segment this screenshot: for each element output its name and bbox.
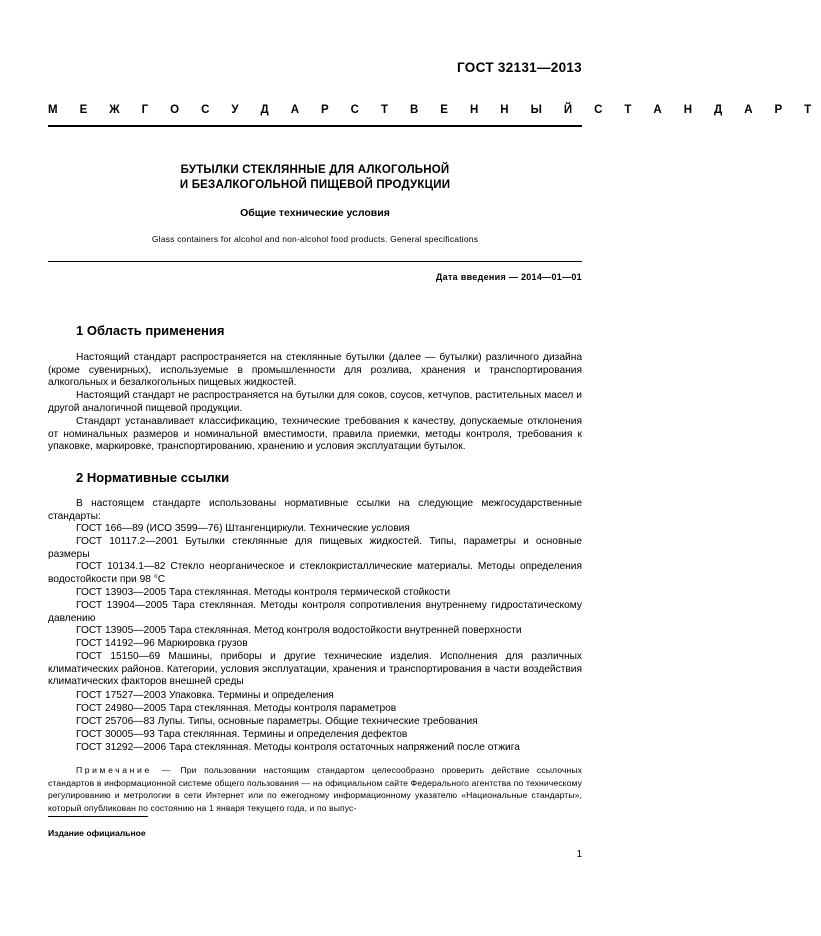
reference-item: ГОСТ 166—89 (ИСО 3599—76) Штангенциркули. Технические условия xyxy=(76,523,410,534)
reference-item: ГОСТ 30005—93 Тара стеклянная. Термины и определения дефектов xyxy=(76,729,408,740)
section-1-paragraph-2: Настоящий стандарт не распространяется на бутылки для соков, соусов, кетчупов, растительных масел и другой аналогичной пищевой продукции. xyxy=(48,390,582,414)
reference-item: ГОСТ 10117.2—2001 Бутылки стеклянные для пищевых жидкостей. Типы, параметры и основные размеры xyxy=(48,536,582,560)
interstate-standard-banner: М Е Ж Г О С У Д А Р С Т В Е Н Н Ы Й С Т А Н Д А Р Т xyxy=(48,104,821,116)
title-divider xyxy=(48,261,582,262)
reference-item: ГОСТ 14192—96 Маркировка грузов xyxy=(76,638,248,649)
footer-divider xyxy=(48,816,148,817)
document-title xyxy=(48,163,582,193)
english-title: Glass containers for alcohol and non-alcohol food products. General specifications xyxy=(151,234,479,244)
note-label: Примечание — xyxy=(76,765,173,775)
reference-item: ГОСТ 10134.1—82 Стекло неорганическое и стеклокристаллические материалы. Методы определения водостойкости при 98 °С xyxy=(48,561,582,585)
reference-item: ГОСТ 24980—2005 Тара стеклянная. Методы контроля параметров xyxy=(76,703,397,714)
section-1-heading: 1 Область применения xyxy=(76,323,225,338)
reference-item: ГОСТ 31292—2006 Тара стеклянная. Методы контроля остаточных напряжений после отжига xyxy=(76,742,520,753)
header-divider xyxy=(48,125,582,127)
reference-item: ГОСТ 25706—83 Лупы. Типы, основные параметры. Общие технические требования xyxy=(76,716,478,727)
note-text: При пользовании настоящим стандартом целесообразно проверить действие ссылочных стандартов в информационной системе общего пользования — на официальном сайте Федерального агентства по техническому регулированию и метрологии в сети Интернет или по ежегодному информационному указателю «Национальные стандарты», который опубликован по состоянию на 1 января текущего года, и по выпус- xyxy=(48,765,582,813)
reference-item: ГОСТ 13905—2005 Тара стеклянная. Метод контроля водостойкости внутренней поверхности xyxy=(76,625,522,636)
section-1-paragraph-1: Настоящий стандарт распространяется на стеклянные бутылки (далее — бутылки) различного дизайна (кроме сувенирных), используемые в промышленности для розлива, хранения и транспортирования алкогольных и безалкогольных пищевых жидкостей. xyxy=(48,352,582,389)
document-number: ГОСТ 32131—2013 xyxy=(457,60,582,75)
page-number: 1 xyxy=(576,849,582,860)
official-edition-label: Издание официальное xyxy=(48,828,146,838)
note xyxy=(48,764,582,814)
section-1-paragraph-3: Стандарт устанавливает классификацию, технические требования к качеству, допускаемые отклонения от номинальных размеров и номинальной вместимости, правила приемки, методы контроля, требования к упаковке, маркировке, транспортированию, хранению и условия эксплуатации бутылок. xyxy=(48,416,582,453)
reference-item: ГОСТ 17527—2003 Упаковка. Термины и определения xyxy=(76,690,334,701)
reference-item: ГОСТ 13903—2005 Тара стеклянная. Методы контроля термической стойкости xyxy=(76,587,451,598)
title-line-1: БУТЫЛКИ СТЕКЛЯННЫЕ ДЛЯ АЛКОГОЛЬНОЙ xyxy=(180,164,450,176)
document-subtitle: Общие технические условия xyxy=(240,207,390,219)
section-2-heading: 2 Нормативные ссылки xyxy=(76,470,230,485)
introduction-date: Дата введения — 2014—01—01 xyxy=(435,272,582,282)
reference-item: ГОСТ 15150—69 Машины, приборы и другие технические изделия. Исполнения для различных климатических районов. Категории, условия эксплуатации, хранения и транспортирования в части воздействия климатических факторов внешней среды xyxy=(48,651,582,688)
section-2-intro: В настоящем стандарте использованы нормативные ссылки на следующие межгосударственные стандарты: xyxy=(48,498,582,522)
reference-item: ГОСТ 13904—2005 Тара стеклянная. Методы контроля сопротивления внутреннему гидростатическому давлению xyxy=(48,600,582,624)
title-line-2: И БЕЗАЛКОГОЛЬНОЙ ПИЩЕВОЙ ПРОДУКЦИИ xyxy=(179,179,451,191)
